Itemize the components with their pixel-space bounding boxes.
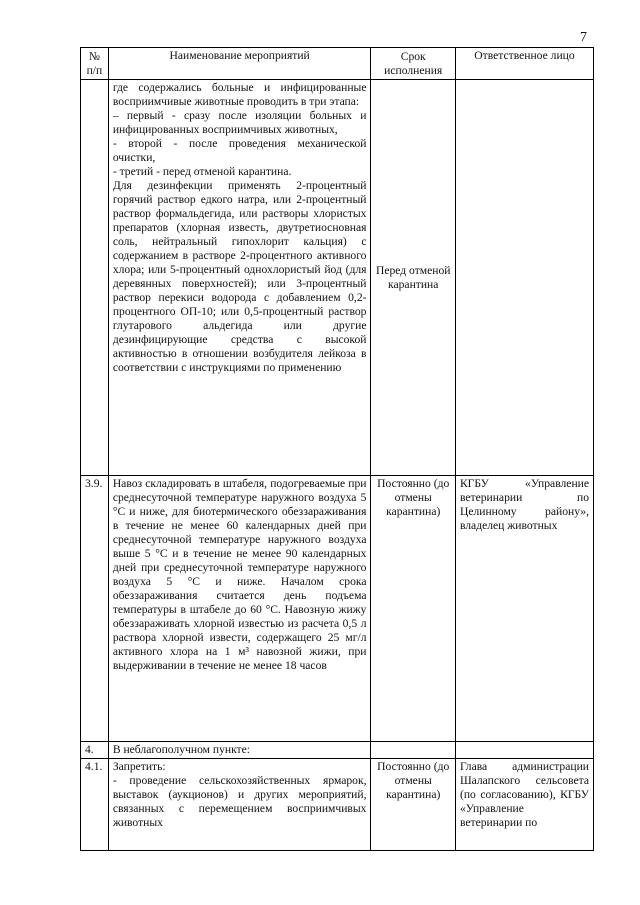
row-num: 4. (81, 742, 109, 759)
row-term: Постоянно (до отмены карантина) (371, 476, 455, 742)
row-term: Постоянно (до отмены карантина) (371, 759, 455, 851)
text-paragraph: Запретить: (112, 760, 166, 773)
row-num (81, 80, 109, 476)
row-name (108, 759, 371, 851)
measures-table (80, 47, 594, 851)
table-header-row (81, 48, 594, 80)
table-row (81, 476, 594, 742)
text-paragraph: Навоз складировать в штабеля, подогреваемые при среднесуточной температуре наружного воздуха 5 °С и ниже, для биотермического обеззараживания в течение не менее 60 календарных дней при среднесуточной температуре наружного воздуха выше 5 °С и в течение не менее 90 календарных дней при среднесуточной температуре наружного воздуха 5 °С и ниже. Началом срока обеззараживания считается день подъема температуры в штабеле до 60 °С. Навозную жижу обеззараживать хлорной известью из расчета 0,5 л раствора хлорной извести, содержащего 25 мг/л активного хлора на 1 м³ навозной жижи, при выдерживании в течение не менее 18 часов (112, 477, 367, 672)
text-paragraph: Для дезинфекции применять 2-процентный горячий раствор едкого натра, или 2-процентный раствор формальдегида, или растворы хлористых препаратов (хлорная известь, двутретиосновная соль, нейтральный гипохлорит кальция) с содержанием в растворе 2-процентного активного хлора; или 5-процентный однохлористый йод (для деревянных поверхностей); или 3-процентный раствор перекиси водорода с добавлением 0,2-процентного ОП-10; или 0,5-процентный раствор глутарового альдегида или другие дезинфицирующие средства с высокой активностью в отношении возбудителя лейкоза в соответствии с инструкциями по применению (112, 179, 367, 374)
row-num: 3.9. (81, 476, 109, 742)
row-num: 4.1. (81, 759, 109, 851)
header-responsible: Ответственное лицо (455, 48, 593, 80)
table-row (81, 80, 594, 476)
row-responsible (455, 80, 593, 476)
row-term (371, 742, 455, 759)
text-paragraph: где содержались больные и инфицированные восприимчивые животные проводить в три этапа: (112, 81, 367, 108)
text-paragraph: - проведение сельскохозяйственных ярмарок, выставок (аукционов) и других мероприятий, связанных с перемещением восприимчивых животных (112, 774, 367, 829)
row-name (108, 742, 371, 759)
row-name (108, 476, 371, 742)
row-responsible: Глава администрации Шалапского сельсовета (по согласованию), КГБУ «Управление ветеринарии по (455, 759, 593, 851)
page-number: 7 (580, 30, 587, 45)
table-row (81, 742, 594, 759)
row-term: Перед отменой карантина (371, 80, 455, 476)
text-paragraph: - второй - после проведения механической очистки, (112, 137, 367, 164)
row-name (108, 80, 371, 476)
header-num: № п/п (81, 48, 109, 80)
text-paragraph: В неблагополучном пункте: (112, 743, 250, 756)
table-row (81, 759, 594, 851)
row-responsible: КГБУ «Управление ветеринарии по Целинному району», владелец животных (455, 476, 593, 742)
header-name: Наименование мероприятий (108, 48, 371, 80)
text-paragraph: - третий - перед отменой карантина. (112, 165, 292, 178)
row-responsible (455, 742, 593, 759)
header-term: Срок исполнения (371, 48, 455, 80)
text-paragraph: – первый - сразу после изоляции больных и инфицированных восприимчивых животных, (112, 109, 367, 136)
